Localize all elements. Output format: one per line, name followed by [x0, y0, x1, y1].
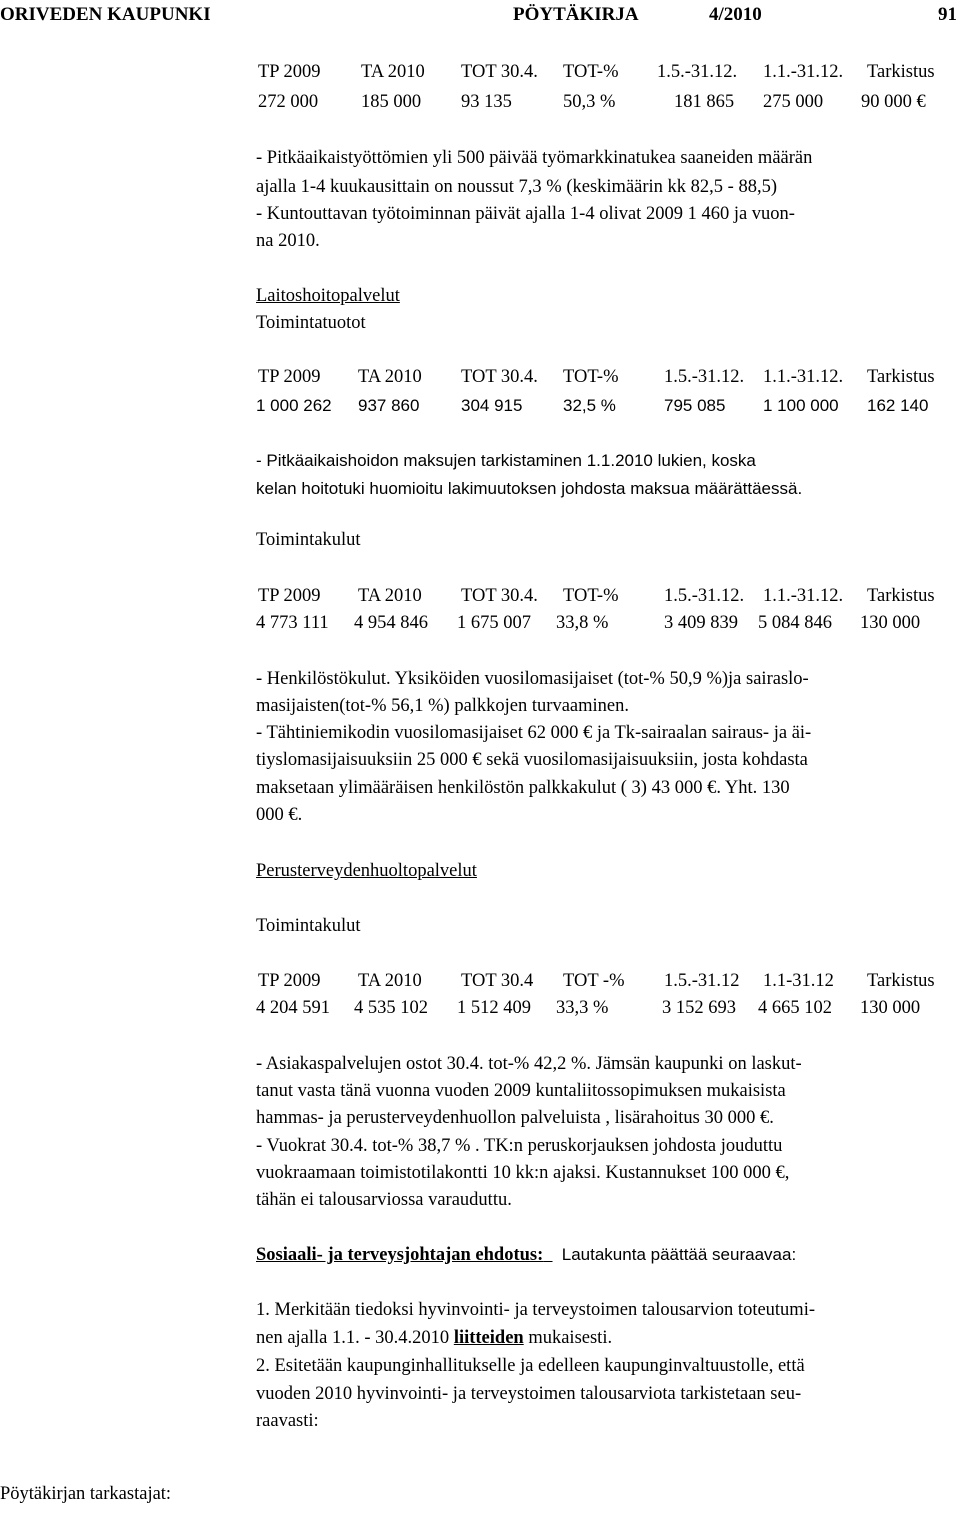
table-cell: 33,8 % [556, 613, 609, 633]
table-header-cell: TOT-% [563, 586, 619, 606]
table-cell: 90 000 € [861, 92, 926, 112]
note-line: maksetaan ylimääräisen henkilöstön palkkakulut ( 3) 43 000 €. Yht. 130 [256, 778, 790, 798]
table-cell: 1 512 409 [457, 998, 531, 1018]
table-cell: 185 000 [361, 92, 422, 112]
table-cell: 130 000 [860, 998, 921, 1018]
note-line: tiyslomasijaisuuksiin 25 000 € sekä vuosilomasijaisuuksiin, josta kohdasta [256, 750, 808, 770]
note-line: - Henkilöstökulut. Yksiköiden vuosilomasijaiset (tot-% 50,9 %)ja sairaslo- [256, 669, 809, 689]
note-line: - Pitkäaikaishoidon maksujen tarkistaminen 1.1.2010 lukien, koska [256, 451, 756, 470]
table-cell: 32,5 % [563, 396, 616, 415]
table-header-cell: TP 2009 [258, 586, 321, 606]
table-header-cell: TOT-% [563, 62, 619, 82]
table-header-cell: TOT 30.4. [461, 367, 538, 387]
attachments-link[interactable]: liitteiden [453, 1328, 524, 1348]
table-header-cell: TOT 30.4. [461, 586, 538, 606]
table-header-cell: Tarkistus [867, 586, 935, 606]
table-cell: 275 000 [763, 92, 824, 112]
table-cell: 50,3 % [563, 92, 616, 112]
document-number: 4/2010 [709, 4, 762, 25]
note-line: 000 €. [256, 805, 303, 825]
table-cell: 130 000 [860, 613, 921, 633]
table-cell: 3 152 693 [662, 998, 736, 1018]
section-subtitle: Toimintatuotot [256, 313, 366, 333]
table-header-cell: 1.5.-31.12. [664, 586, 745, 606]
table-header-cell: Tarkistus [867, 971, 935, 991]
note-line: kelan hoitotuki huomioitu lakimuutoksen johdosta maksua määrättäessä. [256, 479, 803, 498]
table-cell: 3 409 839 [664, 613, 738, 633]
note-line: ajalla 1-4 kuukausittain on noussut 7,3 % (keskimäärin kk 82,5 - 88,5) [256, 177, 777, 197]
table-cell: 181 865 [674, 92, 735, 112]
table-cell: 304 915 [461, 396, 523, 415]
proposal-text: nen ajalla 1.1. - 30.4.2010 [256, 1328, 454, 1348]
table-header-cell: TP 2009 [258, 367, 321, 387]
table-cell: 1 675 007 [457, 613, 531, 633]
note-line: hammas- ja perusterveydenhuollon palveluista , lisärahoitus 30 000 €. [256, 1108, 774, 1128]
table-header-cell: 1.1-31.12 [763, 971, 834, 991]
proposal-item-line: raavasti: [256, 1411, 319, 1431]
table-cell: 1 100 000 [763, 396, 839, 415]
table-header-cell: TOT 30.4 [461, 971, 534, 991]
section-subtitle: Toimintakulut [256, 916, 361, 936]
table-header-cell: TOT-% [563, 367, 619, 387]
table-cell: 795 085 [664, 396, 726, 415]
table-header-cell: TA 2010 [361, 62, 425, 82]
note-line: vuokraamaan toimistotilakontti 10 kk:n ajaksi. Kustannukset 100 000 €, [256, 1163, 790, 1183]
note-line: - Tähtiniemikodin vuosilomasijaiset 62 000 € ja Tk-sairaalan sairaus- ja äi- [256, 723, 812, 743]
note-line: - Vuokrat 30.4. tot-% 38,7 % . TK:n peruskorjauksen johdosta jouduttu [256, 1136, 783, 1156]
proposal-item-line [256, 1328, 612, 1349]
table-cell: 4 535 102 [354, 998, 428, 1018]
document-type: PÖYTÄKIRJA [513, 4, 639, 25]
proposal-item-line: 2. Esitetään kaupunginhallitukselle ja edelleen kaupunginvaltuustolle, että [256, 1356, 805, 1376]
section-title: Laitoshoitopalvelut [256, 286, 400, 306]
table-header-cell: TA 2010 [358, 971, 422, 991]
table-header-cell: Tarkistus [867, 367, 935, 387]
table-cell: 4 773 111 [256, 613, 329, 633]
proposal-lead: Lautakunta päättää seuraavaa: [561, 1245, 797, 1264]
table-header-cell: TOT 30.4. [461, 62, 538, 82]
table-cell: 4 954 846 [354, 613, 428, 633]
table-header-cell: 1.1.-31.12. [763, 62, 844, 82]
proposal-item-line: 1. Merkitään tiedoksi hyvinvointi- ja terveystoimen talousarvion toteutumi- [256, 1300, 816, 1320]
note-line: - Kuntouttavan työtoiminnan päivät ajalla 1-4 olivat 2009 1 460 ja vuon- [256, 204, 795, 224]
table-cell: 33,3 % [556, 998, 609, 1018]
table-cell: 937 860 [358, 396, 420, 415]
note-line: masijaisten(tot-% 56,1 %) palkkojen turvaaminen. [256, 696, 629, 716]
table-header-cell: TOT -% [563, 971, 625, 991]
table-header-cell: TA 2010 [358, 586, 422, 606]
table-cell: 4 204 591 [256, 998, 330, 1018]
proposal-item-line: vuoden 2010 hyvinvointi- ja terveystoimen talousarviota tarkistetaan seu- [256, 1384, 802, 1404]
table-header-cell: 1.1.-31.12. [763, 367, 844, 387]
table-header-cell: 1.5.-31.12. [664, 367, 745, 387]
table-cell: 4 665 102 [758, 998, 832, 1018]
note-line: - Pitkäaikaistyöttömien yli 500 päivää työmarkkinatukea saaneiden määrän [256, 148, 813, 168]
table-header-cell: Tarkistus [867, 62, 935, 82]
table-header-cell: 1.5.-31.12 [664, 971, 740, 991]
section-subtitle: Toimintakulut [256, 530, 361, 550]
footer-reviewers-label: Pöytäkirjan tarkastajat: [0, 1484, 172, 1504]
table-header-cell: TP 2009 [258, 971, 321, 991]
table-cell: 272 000 [258, 92, 319, 112]
table-cell: 1 000 262 [256, 396, 332, 415]
note-line: tanut vasta tänä vuonna vuoden 2009 kuntaliitossopimuksen mukaisista [256, 1081, 786, 1101]
table-header-cell: TA 2010 [358, 367, 422, 387]
org-name: ORIVEDEN KAUPUNKI [0, 4, 211, 25]
proposal-text: mukaisesti. [523, 1328, 613, 1348]
page-number: 91 [938, 4, 957, 25]
table-cell: 162 140 [867, 396, 929, 415]
note-line: na 2010. [256, 231, 320, 251]
table-header-cell: 1.5.-31.12. [657, 62, 738, 82]
note-line: tähän ei talousarviossa varauduttu. [256, 1190, 512, 1210]
proposal-heading: Sosiaali- ja terveysjohtajan ehdotus: [256, 1245, 544, 1265]
proposal-line [256, 1245, 796, 1266]
table-header-cell: TP 2009 [258, 62, 321, 82]
table-header-cell: 1.1.-31.12. [763, 586, 844, 606]
section-title: Perusterveydenhuoltopalvelut [256, 861, 477, 881]
note-line: - Asiakaspalvelujen ostot 30.4. tot-% 42,2 %. Jämsän kaupunki on laskut- [256, 1054, 802, 1074]
table-cell: 5 084 846 [758, 613, 832, 633]
table-cell: 93 135 [461, 92, 512, 112]
